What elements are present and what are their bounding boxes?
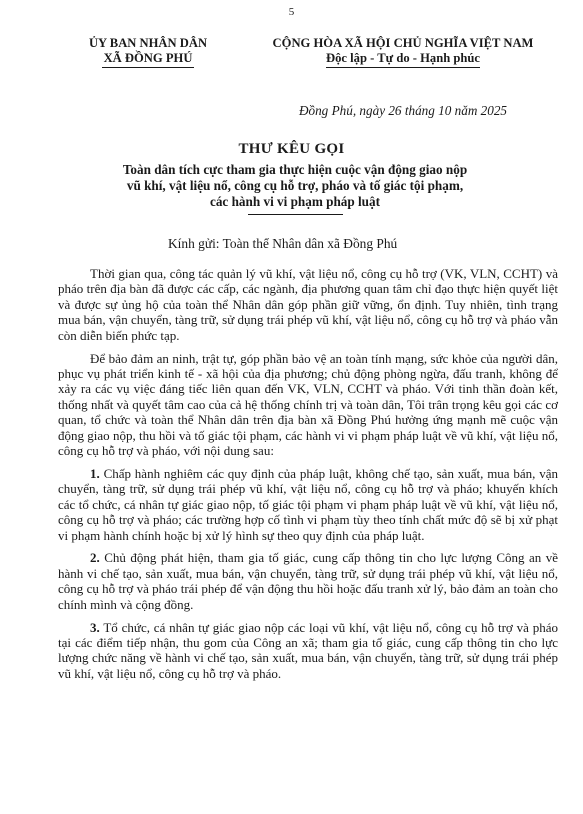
- document-subtitle: [80, 162, 510, 210]
- item-number: 2.: [90, 550, 100, 566]
- subtitle-line-2: vũ khí, vật liệu nổ, công cụ hỗ trợ, pháo và tố giác tội phạm,: [126, 178, 464, 193]
- item-text: Chấp hành nghiêm các quy định của pháp luật, không chế tạo, sản xuất, mua bán, vận chuyển, tàng trữ, sử dụng trái phép vũ khí, vật liệu nổ, công cụ hỗ trợ và pháo; khuyến khích các tổ chức, cá nhân tự giác giao nộp, tố giác tội phạm vi phạm pháp luật về vũ khí, vật liệu nổ, công cụ hỗ trợ và pháo; các trường hợp cố tình vi phạm tùy theo tính chất mức độ sẽ bị xử phạt vi phạm hành chính hoặc bị xử lý hình sự theo quy định của pháp luật.: [58, 465, 558, 543]
- subtitle-line-3: các hành vi vi phạm pháp luật: [209, 194, 381, 209]
- paragraph: Thời gian qua, công tác quản lý vũ khí, vật liệu nổ, công cụ hỗ trợ (VK, VLN, CCHT) và pháo trên địa bàn đã được các cấp, các ngành, địa phương quan tâm chỉ đạo thực hiện quyết liệt và được sự ủng hộ của toàn thể Nhân dân góp phần giữ vững, ổn định. Tuy nhiên, tình trạng mua bán, vận chuyển, tàng trữ, sử dụng trái phép vũ khí, vật liệu nổ, công cụ hỗ trợ và pháo vẫn còn diễn biến phức tạp.: [58, 266, 558, 343]
- item-text: Chủ động phát hiện, tham gia tố giác, cung cấp thông tin cho lực lượng Công an về hành vi chế tạo, sản xuất, mua bán, vận chuyển, tàng trữ, sử dụng trái phép vũ khí, vật liệu nổ, công cụ hỗ trợ và pháo trái phép để vận động thu hồi hoặc đấu tranh xử lý, bảo đảm an toàn cho chính mình và cộng đồng.: [58, 550, 558, 612]
- list-item: [58, 550, 558, 612]
- item-number: 1.: [90, 465, 100, 481]
- page-number: 5: [288, 6, 295, 18]
- paragraph: Để bảo đảm an ninh, trật tự, góp phần bảo vệ an toàn tính mạng, sức khỏe của người dân, phục vụ phát triển kinh tế - xã hội của địa phương; chủ động phòng ngừa, đấu tranh, không để xảy ra các vụ việc đáng tiếc liên quan đến VK, VLN, CCHT và pháo. Với tinh thần đoàn kết, thống nhất và quyết tâm cao của cả hệ thống chính trị và toàn dân, Tôi trân trọng kêu gọi các cơ quan, tổ chức và toàn thể Nhân dân trên địa bàn xã Đồng Phú hưởng ứng mạnh mẽ cuộc vận động giao nộp, thu hồi và tố giác tội phạm, các hành vi vi phạm pháp luật về vũ khí, vật liệu nổ, công cụ hỗ trợ và pháo, với nội dung sau:: [58, 350, 558, 458]
- subtitle-line-1: Toàn dân tích cực tham gia thực hiện cuộc vận động giao nộp: [122, 162, 468, 177]
- document-date: Đồng Phú, ngày 26 tháng 10 năm 2025: [298, 103, 508, 118]
- motto: Độc lập - Tự do - Hạnh phúc: [326, 51, 480, 68]
- title-divider: [248, 214, 343, 215]
- authority-line-2: XÃ ĐỒNG PHÚ: [102, 51, 195, 68]
- item-number: 3.: [90, 619, 100, 635]
- list-item: [58, 620, 558, 682]
- list-item: [58, 466, 558, 543]
- national-motto: [244, 36, 562, 68]
- document-title: THƯ KÊU GỌI: [238, 141, 345, 157]
- item-text: Tổ chức, cá nhân tự giác giao nộp các loại vũ khí, vật liệu nổ, công cụ hỗ trợ và pháo tại các điểm tiếp nhận, thu gom của Công an xã; tham gia tố giác, cung cấp thông tin cho lực lượng chức năng về hành vi chế tạo, sản xuất, mua bán, vận chuyển, tàng trữ, sử dụng trái phép vũ khí, vật liệu nổ, công cụ hỗ trợ và pháo.: [58, 619, 559, 681]
- country-name: CỘNG HÒA XÃ HỘI CHỦ NGHĨA VIỆT NAM: [272, 36, 534, 50]
- authority-line-1: ỦY BAN NHÂN DÂN: [88, 36, 208, 50]
- issuing-authority: [58, 36, 238, 68]
- letter-body: [58, 266, 558, 689]
- greeting: Kính gửi: Toàn thể Nhân dân xã Đồng Phú: [168, 236, 398, 251]
